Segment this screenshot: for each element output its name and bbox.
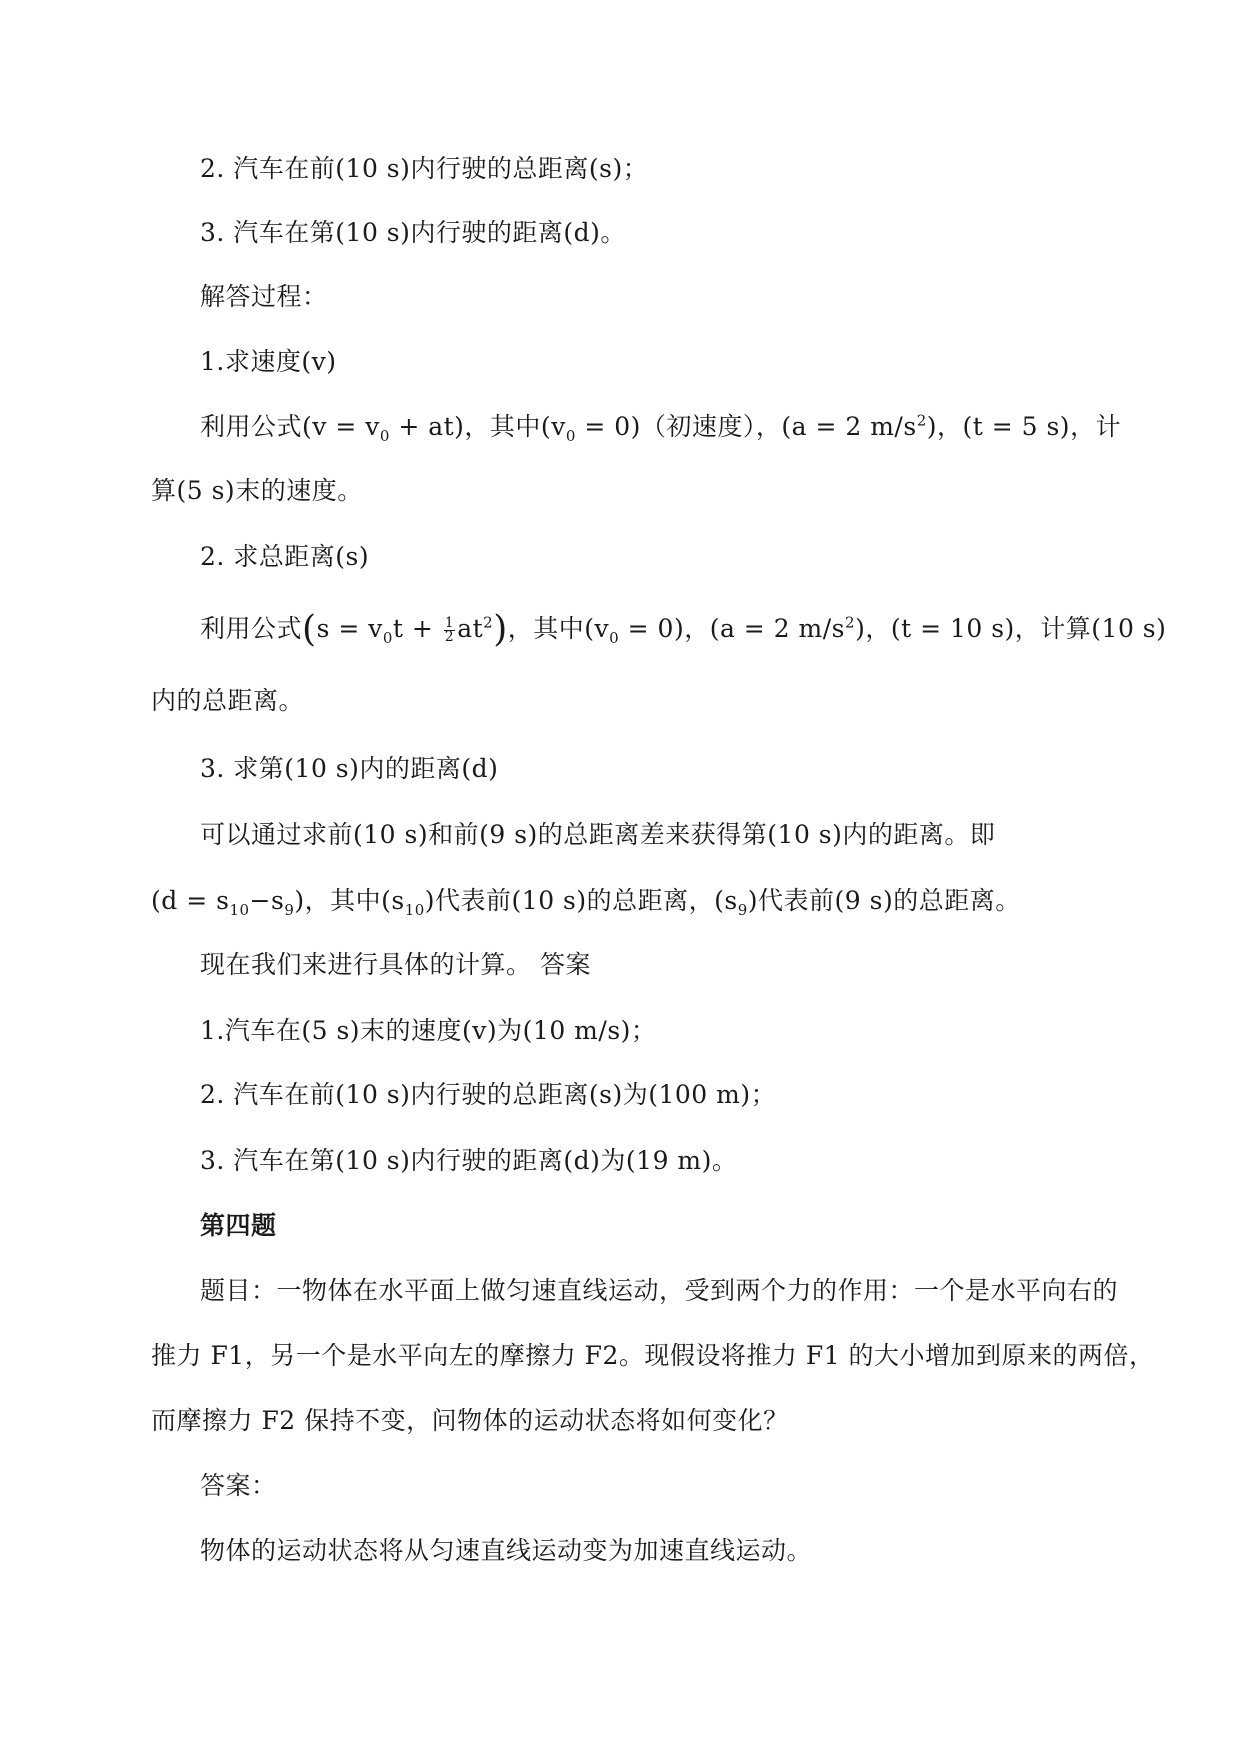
subscript: 0 — [379, 427, 390, 445]
text-segment: ，其中(v — [507, 614, 610, 643]
step-2-text-line-1 — [200, 609, 1167, 650]
step-1-text-line-1 — [200, 410, 1121, 444]
subscript: 9 — [737, 901, 748, 919]
text-segment: 利用公式(v = v — [200, 412, 380, 441]
text-segment: = 0)（初速度），(a = 2 m/s — [575, 412, 917, 441]
superscript: 2 — [483, 613, 494, 632]
formula-segment: t + — [392, 614, 442, 643]
superscript: 2 — [845, 613, 856, 632]
subscript: 0 — [565, 427, 576, 445]
text-segment: )，其中(s — [294, 886, 405, 915]
text-segment: )代表前(10 s)的总距离，(s — [424, 886, 738, 915]
subscript: 9 — [284, 901, 295, 919]
step-2-title: 2. 求总距离(s) — [200, 542, 370, 571]
answer-2-line: 2. 汽车在前(10 s)内行驶的总距离(s)为(100 m)； — [200, 1080, 777, 1109]
step-2-text-line-2: 内的总距离。 — [151, 686, 305, 715]
subscript: 0 — [382, 629, 393, 647]
text-segment: )代表前(9 s)的总距离。 — [747, 886, 1021, 915]
fraction-denominator: 2 — [444, 629, 455, 645]
fraction-numerator: 1 — [444, 615, 455, 631]
question-4-text-line-2: 推力 F1，另一个是水平向左的摩擦力 F2。现假设将推力 F1 的大小增加到原来的两倍， — [151, 1341, 1155, 1370]
question-3-line: 3. 汽车在第(10 s)内行驶的距离(d)。 — [200, 218, 626, 247]
formula-segment: at — [457, 614, 484, 643]
superscript: 2 — [916, 411, 927, 430]
text-segment: )，(t = 10 s)，计算(10 s) — [855, 614, 1167, 643]
text-segment: (d = s — [151, 886, 230, 915]
open-paren: ( — [302, 609, 317, 650]
subscript: 0 — [609, 629, 620, 647]
text-segment: )，(t = 5 s)，计 — [926, 412, 1122, 441]
close-paren: ) — [493, 609, 508, 650]
answer-1-line: 1.汽车在(5 s)末的速度(v)为(10 m/s)； — [200, 1016, 657, 1045]
formula-segment: s = v — [316, 614, 383, 643]
subscript: 10 — [229, 901, 250, 919]
step-1-title: 1.求速度(v) — [200, 347, 337, 376]
text-segment: + at)，其中(v — [389, 412, 566, 441]
step-3-title: 3. 求第(10 s)内的距离(d) — [200, 754, 499, 783]
answer-3-line: 3. 汽车在第(10 s)内行驶的距离(d)为(19 m)。 — [200, 1146, 738, 1175]
fraction — [444, 617, 455, 644]
question-2-line: 2. 汽车在前(10 s)内行驶的总距离(s)； — [200, 154, 649, 183]
subscript: 10 — [404, 901, 425, 919]
text-segment: = 0)，(a = 2 m/s — [619, 614, 846, 643]
question-4-text-line-1: 题目：一物体在水平面上做匀速直线运动，受到两个力的作用：一个是水平向右的 — [200, 1276, 1119, 1305]
step-3-text-line-2 — [151, 884, 1021, 918]
calculation-answer-line: 现在我们来进行具体的计算。 答案 — [200, 950, 591, 979]
question-4-text-line-3: 而摩擦力 F2 保持不变，问物体的运动状态将如何变化？ — [151, 1406, 789, 1435]
step-1-text-line-2: 算(5 s)末的速度。 — [151, 476, 363, 505]
question-4-answer-text: 物体的运动状态将从匀速直线运动变为加速直线运动。 — [200, 1536, 813, 1565]
solution-process-title: 解答过程： — [200, 282, 328, 311]
question-4-heading: 第四题 — [200, 1211, 277, 1240]
step-3-text-line-1: 可以通过求前(10 s)和前(9 s)的总距离差来获得第(10 s)内的距离。即 — [200, 820, 996, 849]
text-segment: −s — [249, 886, 285, 915]
text-segment: 利用公式 — [200, 614, 303, 643]
question-4-answer-label: 答案： — [200, 1471, 277, 1500]
